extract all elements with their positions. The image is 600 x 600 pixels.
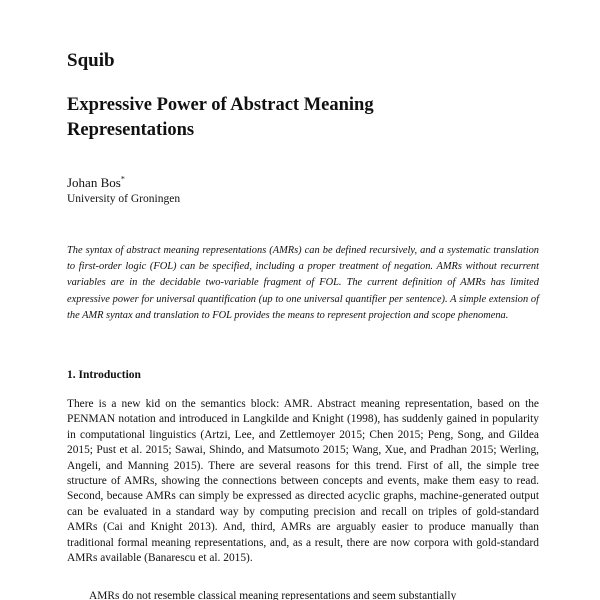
author-name: Johan Bos (67, 175, 121, 190)
introduction-paragraph-2: AMRs do not resemble classical meaning representations and seem substantially (89, 590, 457, 600)
section-heading-introduction: 1. Introduction (67, 369, 141, 381)
author-affiliation: University of Groningen (67, 193, 181, 205)
paper-title: Expressive Power of Abstract Meaning Representations (67, 95, 374, 140)
author-line (67, 175, 125, 191)
introduction-paragraph-1: There is a new kid on the semantics block: AMR. Abstract meaning representation, based on the PENMAN notation and introduced in Langkilde and Knight (1998), has suddenly gained in popularity in computational linguistics (Artzi, Lee, and Zettlemoyer 2015; Chen 2015; Peng, Song, and Gildea 2015; Pust et al. 2015; Sawai, Shindo, and Matsumoto 2015; Wang, Xue, and Pradhan 2015; Werling, Angeli, and Manning 2015). There are several reasons for this trend. First of all, the simple tree structure of AMRs, showing the connections between concepts and events, make them easy to read. Second, because AMRs can simply be expressed as directed acyclic graphs, machine-generated output can be evaluated in a standard way by computing precision and recall on triples of gold-standard AMRs (Cai and Knight 2013). And, third, AMRs are arguably easier to produce manually than traditional formal meaning representations, and, as a result, there are now corpora with gold-standard AMRs available (Banarescu et al. 2015). (67, 398, 539, 565)
article-type-label: Squib (67, 50, 115, 71)
abstract: The syntax of abstract meaning representations (AMRs) can be defined recursively, and a systematic translation to first-order logic (FOL) can be specified, including a proper treatment of negation. AMRs without recurrent variables are in the decidable two-variable fragment of FOL. The current definition of AMRs has limited expressive power for universal quantification (up to one universal quantifier per sentence). A simple extension of the AMR syntax and translation to FOL provides the means to represent projection and scope phenomena. (67, 245, 539, 321)
author-footnote-marker: * (120, 174, 125, 184)
